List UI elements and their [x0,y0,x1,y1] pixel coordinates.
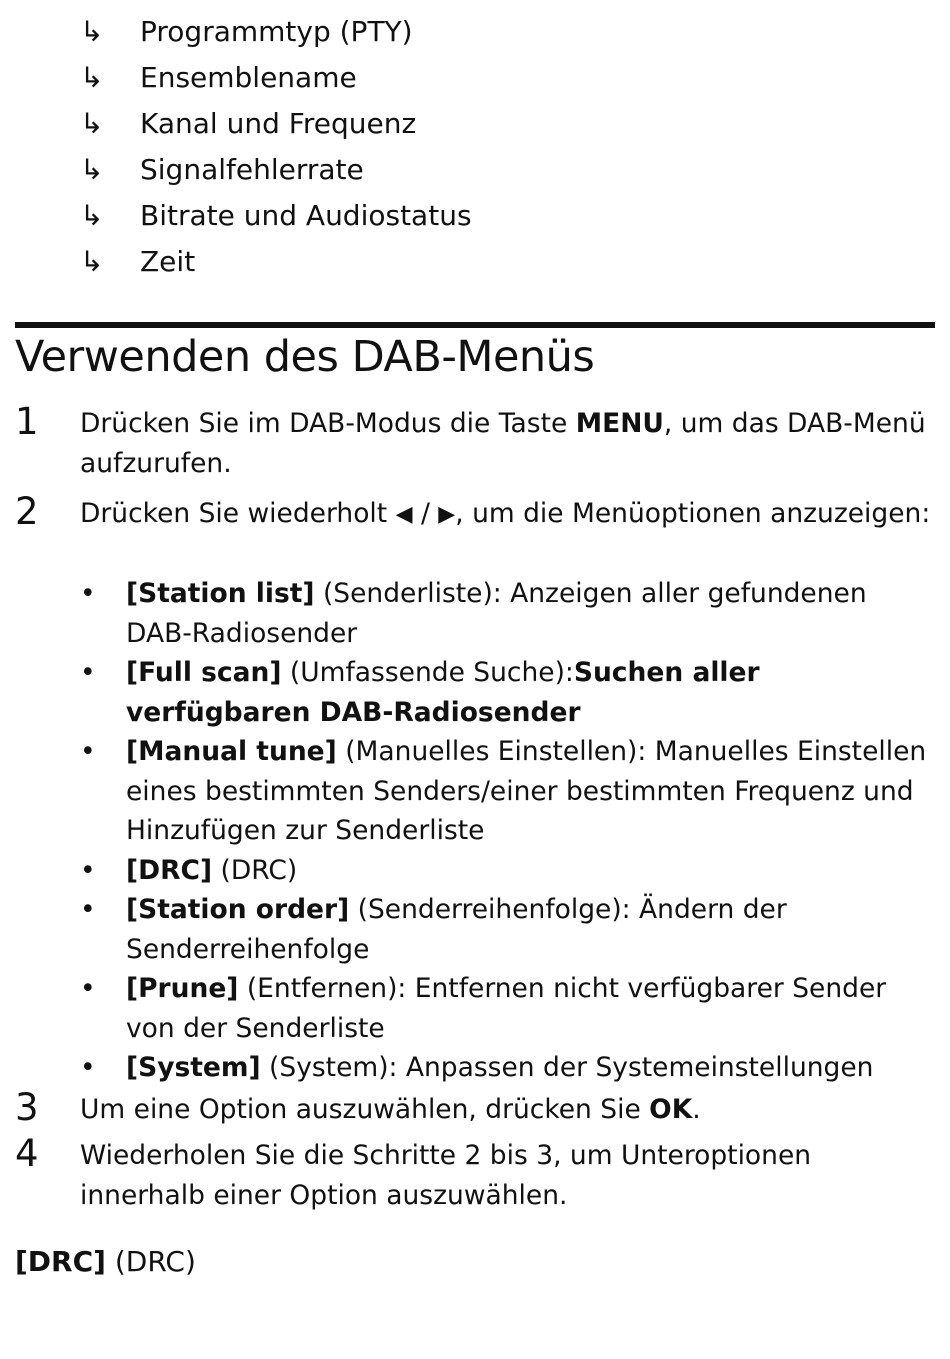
option-desc: (System): Anpassen der Systemeinstellungen [260,1052,874,1083]
step-number: 2 [15,490,39,533]
step-2 [15,490,935,535]
step-text-part: , um die Menüoptionen anzuzeigen: [455,498,931,529]
step-text [80,494,935,535]
option-desc: (DRC) [212,854,298,886]
option-label: [Station list] [126,578,315,609]
step-number: 4 [15,1132,39,1175]
ok-key-label: OK [649,1094,693,1125]
option-desc: (Entfernen): Entfernen nicht verfügbarer Sender von der Senderliste [126,973,887,1044]
section-divider [15,322,935,328]
option-label: [System] [126,1052,261,1083]
return-arrow-icon: ↳ [80,107,104,140]
arrow-item-text: Programmtyp (PTY) [140,15,413,48]
option-label: [Station order] [126,894,350,925]
option-station-list [80,574,940,653]
step-text-part: . [692,1094,701,1125]
step-text-part: Drücken Sie im DAB-Modus die Taste [80,408,576,439]
step-text [80,1090,935,1130]
arrow-item-text: Ensemblename [140,61,357,94]
option-full-scan [80,653,940,732]
bullet-icon: • [80,736,96,767]
step-text: Wiederholen Sie die Schritte 2 bis 3, um Unteroptionen innerhalb einer Option auszuwählen. [80,1140,812,1211]
subheading-label: [DRC] [15,1245,106,1278]
left-triangle-icon: ◀ [395,502,413,527]
bullet-icon: • [80,1052,96,1083]
arrow-item-text: Signalfehlerrate [140,153,364,186]
return-arrow-icon: ↳ [80,15,104,48]
bullet-icon: • [80,657,96,688]
option-label: [Manual tune] [126,736,337,767]
arrow-item-text: Bitrate und Audiostatus [140,199,472,232]
option-label: [Full scan] [126,657,282,688]
option-manual-tune [80,732,940,851]
step-4 [15,1132,935,1215]
option-desc: (Senderreihenfolge): Ändern der Senderreihenfolge [126,894,787,965]
step-1 [15,400,935,483]
bullet-icon: • [80,894,96,925]
step-number: 1 [15,400,39,443]
return-arrow-icon: ↳ [80,199,104,232]
step-text-part: Drücken Sie wiederholt [80,498,396,529]
option-label: [Prune] [126,973,239,1004]
section-title: Verwenden des DAB-Menüs [15,332,595,382]
drc-subheading [15,1242,196,1282]
bullet-icon: • [80,578,96,609]
step-text-part: , um das DAB-Menü aufzurufen. [80,408,926,479]
return-arrow-icon: ↳ [80,245,104,278]
option-desc: (Manuelles Einstellen): Manuelles Einstellen eines bestimmten Senders/einer bestimmten Frequenz und Hinzufügen zur Senderliste [126,736,927,846]
right-triangle-icon: ▶ [438,502,456,527]
arrow-list-item [80,10,472,56]
option-label: [DRC] [126,854,213,886]
arrow-list [80,10,472,286]
menu-options-list [80,574,940,1088]
arrow-list-item [80,240,472,286]
arrow-item-text: Kanal und Frequenz [140,107,417,140]
separator: / [412,498,439,529]
arrow-list-item [80,148,472,194]
option-system [80,1048,940,1088]
subheading-desc: (DRC) [105,1245,196,1278]
step-3 [15,1086,935,1130]
return-arrow-icon: ↳ [80,153,104,186]
bullet-icon: • [80,854,96,886]
arrow-list-item [80,56,472,102]
option-desc: (Senderliste): Anzeigen aller gefundenen DAB-Radiosender [126,578,867,649]
arrow-list-item [80,102,472,148]
bullet-icon: • [80,973,96,1004]
option-desc-bold: Suchen aller verfügbaren DAB-Radiosender [126,657,760,728]
step-number: 3 [15,1086,39,1129]
option-drc [80,851,940,891]
option-station-order [80,890,940,969]
option-desc: (Umfassende Suche): [281,657,574,688]
step-text-part: Um eine Option auszuwählen, drücken Sie [80,1094,650,1125]
step-text [80,404,935,483]
arrow-list-item [80,194,472,240]
return-arrow-icon: ↳ [80,61,104,94]
menu-key-label: MENU [575,408,664,439]
arrow-item-text: Zeit [140,245,196,278]
option-prune [80,969,940,1048]
